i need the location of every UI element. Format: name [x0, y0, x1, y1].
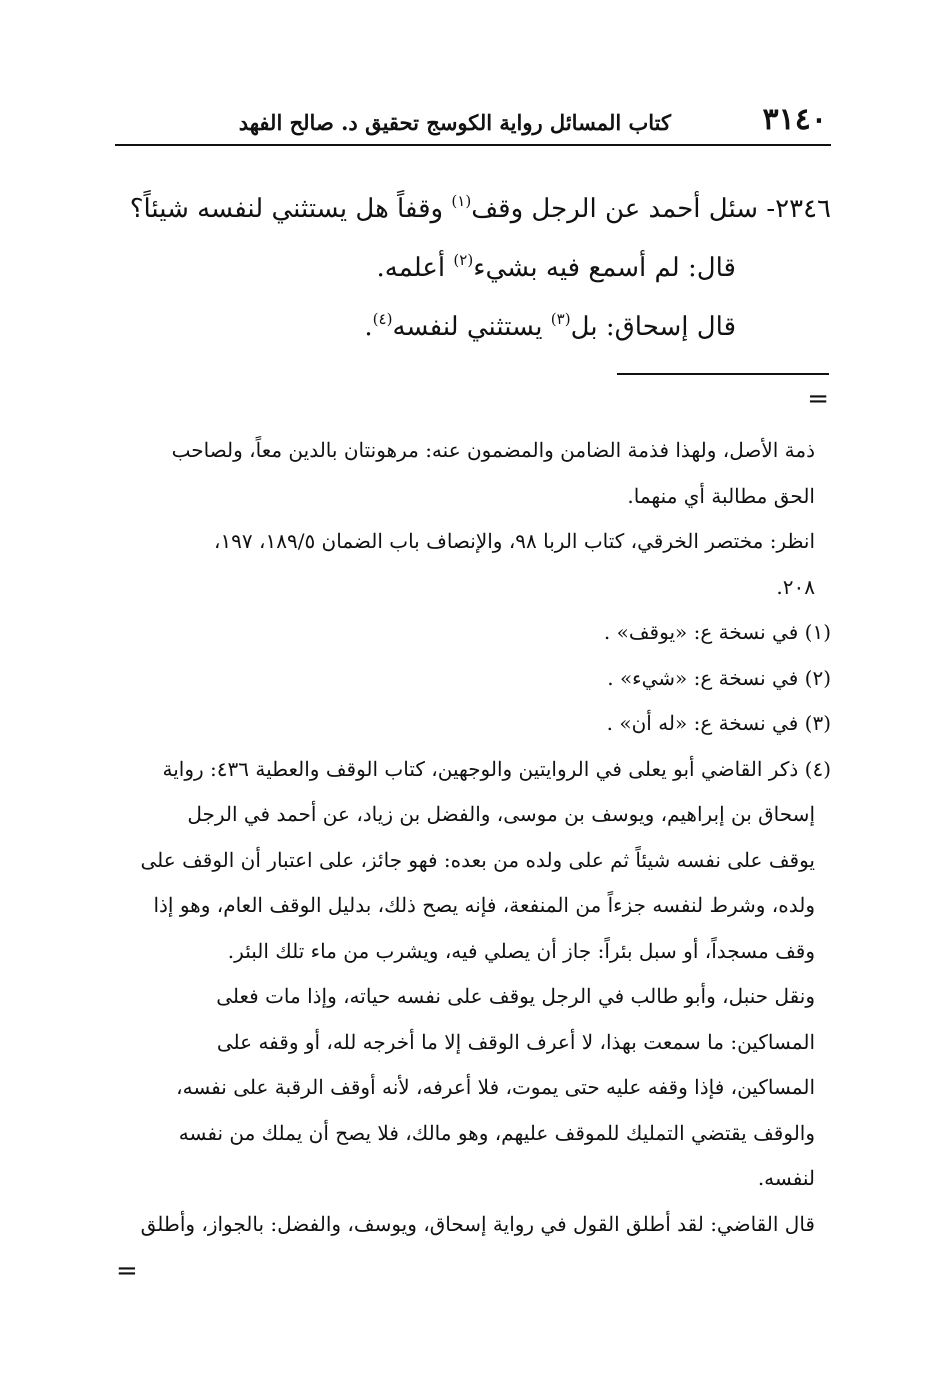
footnote-4-para2-line-5: لنفسه.	[757, 1166, 815, 1190]
question-text-1: سئل أحمد عن الرجل وقف	[471, 194, 759, 224]
footnote-carry-line-2: الحق مطالبة أي منهما.	[627, 483, 815, 508]
running-title: كتاب المسائل رواية الكوسج تحقيق د. صالح الفهد	[238, 110, 671, 135]
answer-ahmad-text-2: أعلمه.	[376, 253, 446, 283]
page-header	[115, 100, 831, 146]
answer-ishaq-end: .	[364, 312, 373, 342]
page-number: ٣١٤٠	[762, 102, 827, 137]
footnote-ref-1: (١)	[451, 192, 472, 211]
footnote-ref-3: (٣)	[550, 310, 571, 329]
answer-ishaq	[115, 298, 831, 357]
footnote-ref-4: (٤)	[372, 310, 393, 329]
footnotes	[115, 428, 831, 1247]
footnote-3: (٣) في نسخة ع: «له أن» .	[606, 711, 831, 735]
footnote-4-line-4: ولده، وشرط لنفسه جزءاً من المنفعة، فإنه يصح ذلك، بدليل الوقف العام، وهو إذا	[153, 893, 815, 917]
footnote-4-para2-line-3: المساكين، فإذا وقفه عليه حتى يموت، فلا أعرفه، لأنه أوقف الرقبة على نفسه،	[176, 1075, 815, 1099]
question-line	[115, 180, 831, 239]
footnote-4-para2-line-1: ونقل حنبل، وأبو طالب في الرجل يوقف على نفسه حياته، وإذا مات فعلى	[216, 984, 815, 1008]
footnote-4-line-3: يوقف على نفسه شيئاً ثم على ولده من بعده: فهو جائز، على اعتبار أن الوقف على	[140, 847, 815, 872]
answer-ishaq-text-1: قال إسحاق: بل	[570, 312, 736, 342]
question-text-2: وقفاً هل يستثني لنفسه شيئاً؟	[129, 194, 444, 224]
footnote-4-line-5: وقف مسجداً، أو سبل بئراً: جاز أن يصلي فيه، ويشرب من ماء تلك البئر.	[227, 938, 815, 963]
footnote-4-para2-line-2: المساكين: ما سمعت بهذا، لا أعرف الوقف إلا ما أخرجه لله، أو وقفه على	[216, 1029, 815, 1054]
footnote-4-para2-line-4: والوقف يقتضي التمليك للموقف عليهم، وهو مالك، فلا يصح أن يملك من نفسه	[178, 1120, 815, 1145]
main-text	[115, 180, 831, 357]
footnote-separator	[617, 373, 829, 375]
footnote-2: (٢) في نسخة ع: «شيء» .	[607, 665, 831, 690]
answer-ahmad-text-1: قال: لم أسمع فيه بشيء	[473, 253, 736, 283]
footnote-carry-line-1: ذمة الأصل، ولهذا فذمة الضامن والمضمون عنه: مرهونتان بالدين معاً، ولصاحب	[171, 438, 815, 462]
continued-on-mark: =	[116, 1256, 138, 1286]
footnote-reference-line-2: ٢٠٨.	[776, 574, 815, 599]
answer-ishaq-text-2: يستثني لنفسه	[392, 312, 543, 342]
continued-from-mark: =	[807, 384, 829, 414]
question-number: ٢٣٤٦-	[766, 194, 831, 224]
footnote-reference-line-1: انظر: مختصر الخرقي، كتاب الربا ٩٨، والإنصاف باب الضمان ١٨٩/٥، ١٩٧،	[213, 529, 815, 553]
footnote-ref-2: (٢)	[453, 251, 474, 270]
footnote-4-line-1: (٤) ذكر القاضي أبو يعلى في الروايتين والوجهين، كتاب الوقف والعطية ٤٣٦: رواية	[162, 756, 831, 781]
footnote-1: (١) في نسخة ع: «يوقف» .	[603, 620, 831, 644]
footnote-4-para3: قال القاضي: لقد أطلق القول في رواية إسحاق، ويوسف، والفضل: بالجواز، وأطلق	[140, 1211, 815, 1236]
footnote-4-line-2: إسحاق بن إبراهيم، ويوسف بن موسى، والفضل بن زياد، عن أحمد في الرجل	[187, 802, 815, 826]
answer-ahmad	[115, 239, 831, 298]
